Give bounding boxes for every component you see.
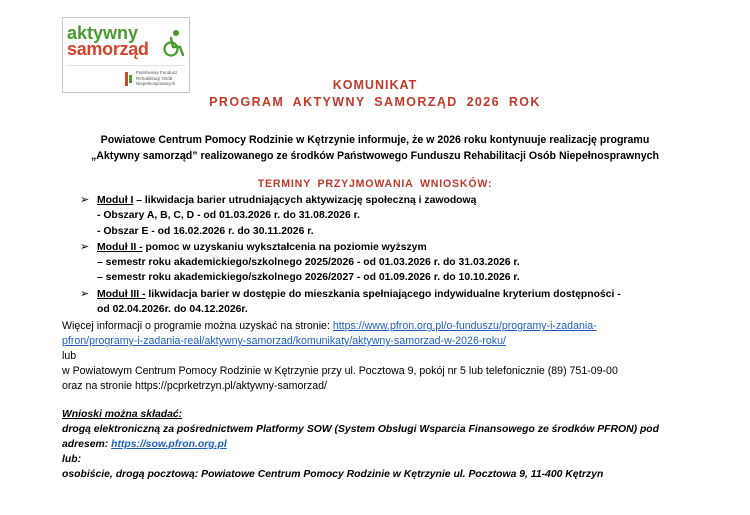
office-info: w Powiatowym Centrum Pomocy Rodzinie w Kętrzynie przy ul. Pocztowa 9, pokój nr 5 lub telefonicznie (89) 751-09-00	[62, 365, 618, 377]
bullet-arrow-icon: ➢	[80, 288, 90, 300]
modul-1-name: Moduł I	[97, 195, 134, 206]
logo-wordmark	[67, 25, 149, 57]
modul-3-line	[97, 288, 621, 302]
pfron-caption: Państwowy Fundusz Rehabilitacji Osób Niepełnosprawnych	[136, 70, 178, 86]
wheelchair-icon	[159, 28, 187, 58]
more-info-text: Więcej informacji o programie można uzyskać na stronie:	[62, 320, 333, 332]
bullet-arrow-icon: ➢	[80, 241, 90, 253]
address-label: adresem:	[62, 439, 112, 450]
modul-2-sub-1: – semestr roku akademickiego/szkolnego 2025/2026 - od 01.03.2026 r. do 31.03.2026 r.	[97, 257, 520, 268]
pfron-program-link[interactable]: https://www.pfron.org.pl/o-funduszu/programy-i-zadania-	[332, 320, 597, 332]
logo-line1: aktywny	[67, 23, 139, 43]
site-info: oraz na stronie https://pcprketrzyn.pl/aktywny-samorzad/	[62, 380, 327, 392]
sow-link[interactable]: https://sow.pfron.org.pl	[111, 439, 227, 450]
title-komunikat: KOMUNIKAT	[332, 78, 418, 92]
modul-3-name: Moduł III -	[97, 289, 146, 300]
modul-2-desc: pomoc w uzyskaniu wykształcenia na poziomie wyższym	[142, 242, 427, 253]
submit-electronic: drogą elektroniczną za pośrednictwem Platformy SOW (System Obsługi Wsparcia Finansowego ze środków PFRON) pod	[62, 424, 659, 435]
bullet-arrow-icon: ➢	[80, 194, 90, 206]
info-lub: lub	[62, 350, 77, 362]
logo-divider	[67, 65, 185, 66]
intro-line-2: „Aktywny samorząd” realizowanego ze środków Państwowego Funduszu Rehabilitacji Osób Niepełnosprawnych	[90, 150, 660, 162]
submit-address-line	[62, 438, 227, 452]
modul-1-sub-1: - Obszary A, B, C, D - od 01.03.2026 r. do 31.08.2026 r.	[97, 210, 360, 221]
pfron-program-link-2[interactable]: pfron/programy-i-zadania-real/aktywny-samorzad/komunikaty/aktywny-samorzad-w-2026-roku/	[62, 335, 506, 347]
submit-personal: osobiście, drogą pocztową: Powiatowe Centrum Pomocy Rodzinie w Kętrzynie ul. Pocztowa 9, 11-400 Kętrzyn	[62, 469, 604, 480]
submit-heading: Wnioski można składać:	[62, 409, 183, 420]
more-info-line	[62, 319, 597, 333]
modul-1-sub-2: - Obszar E - od 16.02.2026 r. do 30.11.2026 r.	[97, 226, 314, 237]
modul-3-sub-1: od 02.04.2026r. do 04.12.2026r.	[97, 304, 248, 315]
submit-lub: lub:	[62, 454, 82, 465]
modul-3-desc: likwidacja barier w dostępie do mieszkania spełniającego indywidualne kryterium dostępności -	[145, 289, 621, 300]
modul-2-name: Moduł II -	[97, 242, 143, 253]
modul-1-desc: – likwidacja barier utrudniających aktywizację społeczną i zawodową	[133, 195, 477, 206]
modul-1-line	[97, 194, 476, 208]
modul-2-line	[97, 241, 427, 255]
title-program: PROGRAM AKTYWNY SAMORZĄD 2026 ROK	[209, 95, 541, 109]
terminy-heading: TERMINY PRZYJMOWANIA WNIOSKÓW:	[257, 178, 493, 190]
pfron-program-link-cont[interactable]	[62, 334, 506, 348]
logo-line2: samorząd	[67, 39, 149, 59]
intro-line-1: Powiatowe Centrum Pomocy Rodzinie w Kętrzynie informuje, że w 2026 roku kontynuuje realizację programu	[100, 134, 650, 146]
modul-2-sub-2: – semestr roku akademickiego/szkolnego 2026/2027 - od 01.09.2026 r. do 10.10.2026 r.	[97, 272, 520, 283]
